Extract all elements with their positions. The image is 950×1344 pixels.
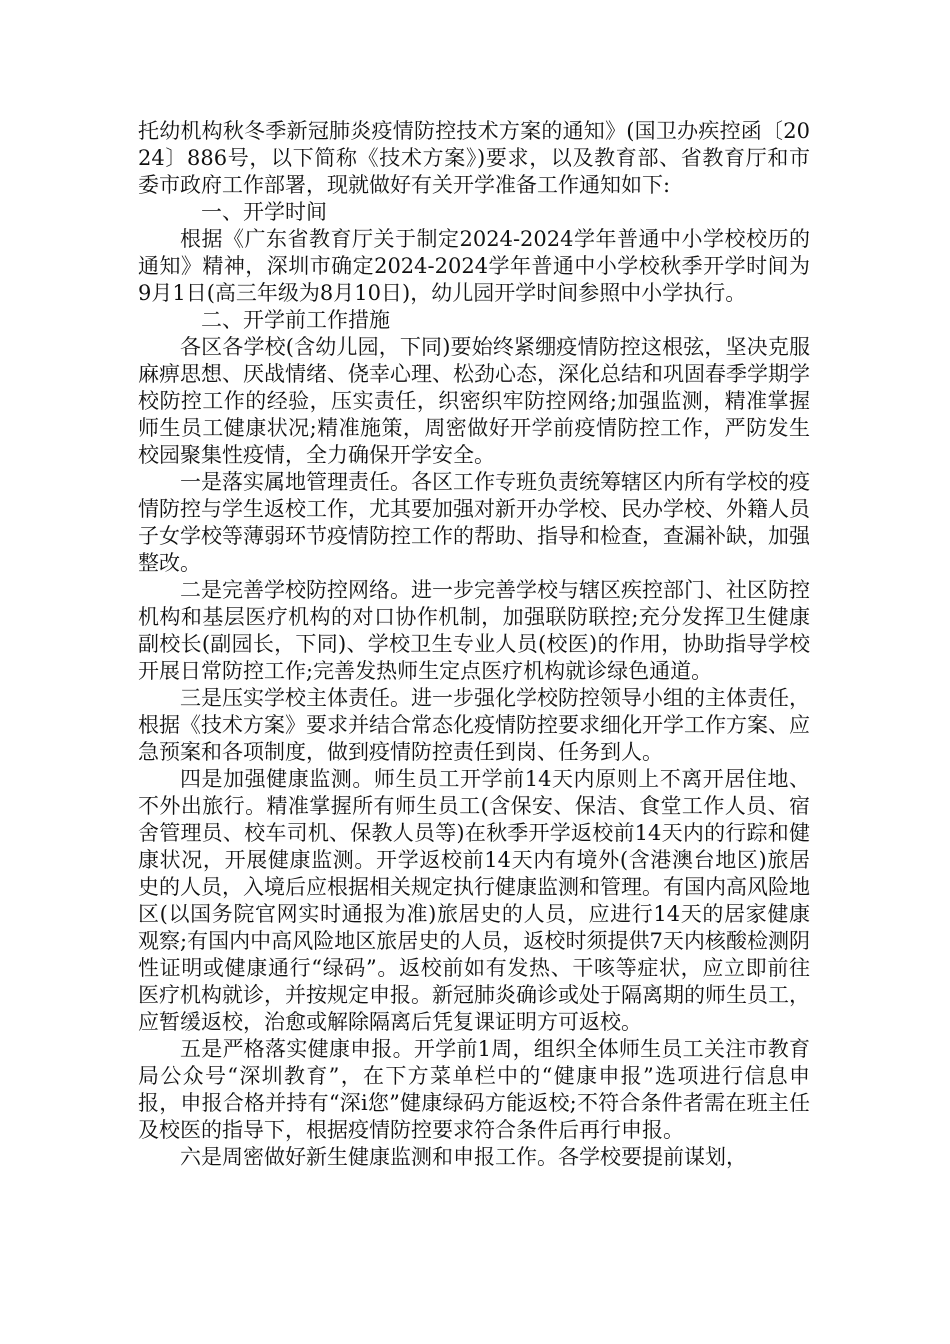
paragraph-measure-2: 二是完善学校防控网络。进一步完善学校与辖区疾控部门、社区防控机构和基层医疗机构的对口协作机制，加强联防联控;充分发挥卫生健康副校长(副园长，下同)、学校卫生专业人员(校医)的作用，协助指导学校开展日常防控工作;完善发热师生定点医疗机构就诊绿色通道。 — [138, 578, 810, 683]
intro-paragraph: 托幼机构秋冬季新冠肺炎疫情防控技术方案的通知》(国卫办疾控函〔2024〕886号，以下简称《技术方案》)要求，以及教育部、省教育厅和市委市政府工作部署，现就做好有关开学准备工作通知如下: — [138, 119, 810, 197]
paragraph-measure-4: 四是加强健康监测。师生员工开学前14天内原则上不离开居住地、不外出旅行。精准掌握所有师生员工(含保安、保洁、食堂工作人员、宿舍管理员、校车司机、保教人员等)在秋季开学返校前14天内的行踪和健康状况，开展健康监测。开学返校前14天内有境外(含港澳台地区)旅居史的人员，入境后应根据相关规定执行健康监测和管理。有国内高风险地区(以国务院官网实时通报为准)旅居史的人员，应进行14天的居家健康观察;有国内中高风险地区旅居史的人员，返校时须提供7天内核酸检测阴性证明或健康通行“绿码”。返校前如有发热、干咳等症状，应立即前往医疗机构就诊，并按规定申报。新冠肺炎确诊或处于隔离期的师生员工，应暂缓返校，治愈或解除隔离后凭复课证明方可返校。 — [138, 767, 810, 1034]
document-body — [138, 118, 810, 1171]
paragraph-measure-1: 一是落实属地管理责任。各区工作专班负责统筹辖区内所有学校的疫情防控与学生返校工作，尤其要加强对新开办学校、民办学校、外籍人员子女学校等薄弱环节疫情防控工作的帮助、指导和检查，查漏补缺，加强整改。 — [138, 470, 810, 575]
section-heading-opening-time: 一、开学时间 — [201, 200, 327, 224]
paragraph-general-requirements: 各区各学校(含幼儿园，下同)要始终紧绷疫情防控这根弦，坚决克服麻痹思想、厌战情绪、侥幸心理、松劲心态，深化总结和巩固春季学期学校防控工作的经验，压实责任，织密织牢防控网络;加强监测，精准掌握师生员工健康状况;精准施策，周密做好开学前疫情防控工作，严防发生校园聚集性疫情，全力确保开学安全。 — [138, 335, 810, 467]
paragraph-measure-3: 三是压实学校主体责任。进一步强化学校防控领导小组的主体责任，根据《技术方案》要求并结合常态化疫情防控要求细化开学工作方案、应急预案和各项制度，做到疫情防控责任到岗、任务到人。 — [138, 686, 810, 764]
paragraph-measure-6: 六是周密做好新生健康监测和申报工作。各学校要提前谋划， — [180, 1145, 747, 1169]
paragraph-opening-time: 根据《广东省教育厅关于制定2024-2024学年普通中小学校校历的通知》精神，深圳市确定2024-2024学年普通中小学校秋季开学时间为9月1日(高三年级为8月10日)，幼儿园开学时间参照中小学执行。 — [138, 227, 810, 305]
paragraph-measure-5: 五是严格落实健康申报。开学前1周，组织全体师生员工关注市教育局公众号“深圳教育”，在下方菜单栏中的“健康申报”选项进行信息申报，申报合格并持有“深i您”健康绿码方能返校;不符合条件者需在班主任及校医的指导下，根据疫情防控要求符合条件后再行申报。 — [138, 1037, 810, 1142]
section-heading-pre-opening-measures: 二、开学前工作措施 — [201, 308, 390, 332]
